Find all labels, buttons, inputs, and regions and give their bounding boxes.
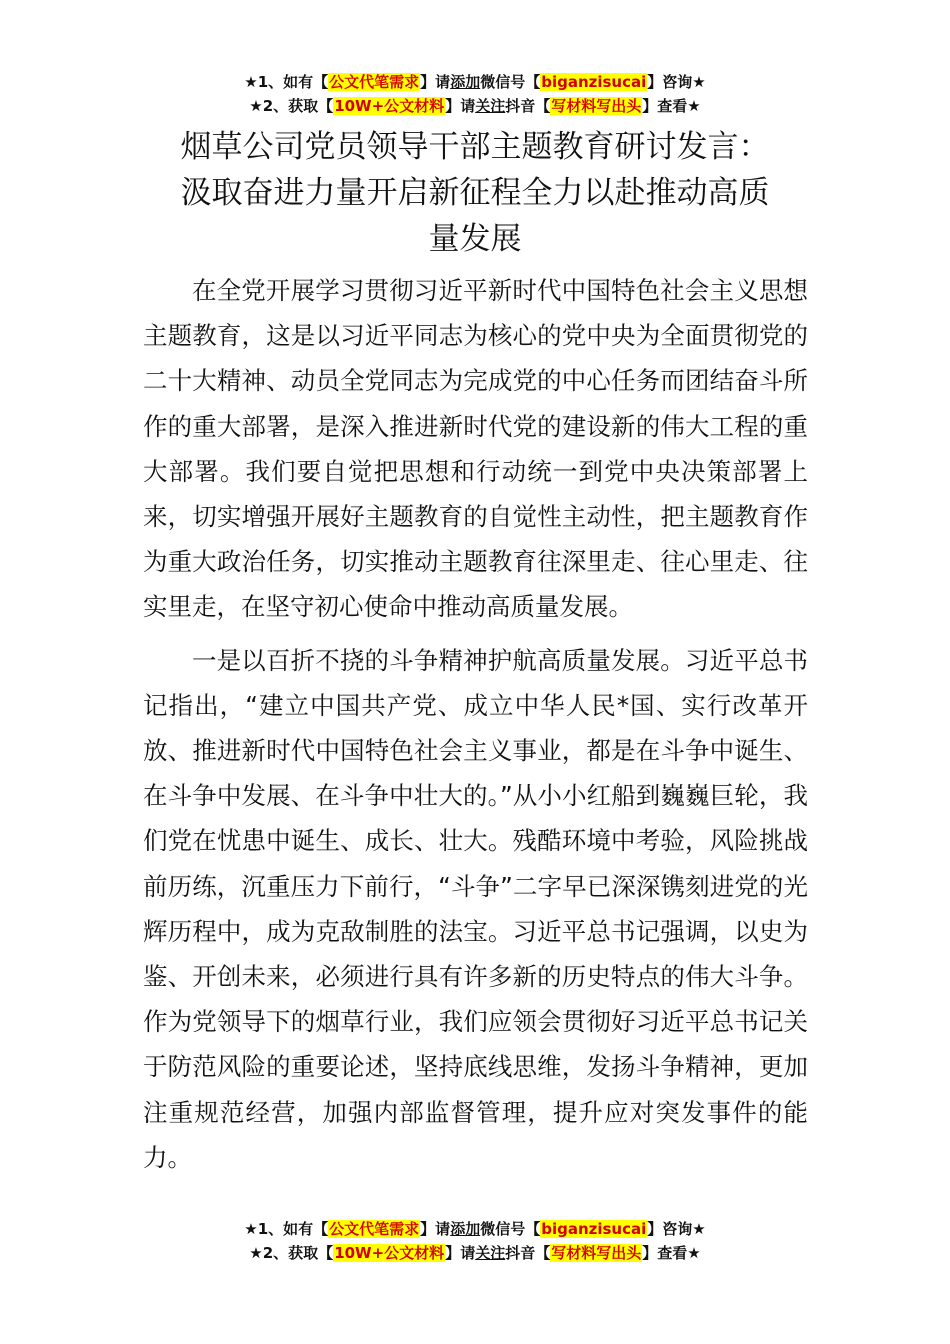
promo-emphasis: 添加 — [450, 1220, 481, 1238]
document-title — [140, 124, 810, 262]
promo-banner-top — [0, 70, 950, 118]
promo-highlight-service: 公文代笔需求 — [329, 1220, 420, 1238]
promo-text: 抖音【 — [505, 1244, 551, 1262]
promo-text: 】请 — [420, 1220, 451, 1238]
promo-text: 】查看★ — [642, 1244, 701, 1262]
promo-highlight-materials: 10W+公文材料 — [334, 1244, 445, 1262]
promo-banner-bottom — [0, 1217, 950, 1265]
body-paragraph-2: 一是以百折不挠的斗争精神护航高质量发展。习近平总书记指出，“建立中国共产党、成立中华人民*国、实行改革开放、推进新时代中国特色社会主义事业，都是在斗争中诞生、在斗争中发展、在斗争中壮大的。”从小小红船到巍巍巨轮，我们党在忧患中诞生、成长、壮大。残酷环境中考验，风险挑战前历练，沉重压力下前行，“斗争”二字早已深深镌刻进党的光辉历程中，成为克敌制胜的法宝。习近平总书记强调，以史为鉴、开创未来，必须进行具有许多新的历史特点的伟大斗争。作为党领导下的烟草行业，我们应领会贯彻好习近平总书记关于防范风险的重要论述，坚持底线思维，发扬斗争精神，更加注重规范经营，加强内部监督管理，提升应对突发事件的能力。 — [143, 645, 808, 1172]
body-paragraph-1: 在全党开展学习贯彻习近平新时代中国特色社会主义思想主题教育，这是以习近平同志为核心的党中央为全面贯彻党的二十大精神、动员全党同志为完成党的中心任务而团结奋斗所作的重大部署，是深入推进新时代党的建设新的伟大工程的重大部署。我们要自觉把思想和行动统一到党中央决策部署上来，切实增强开展好主题教育的自觉性主动性，把主题教育作为重大政治任务，切实推动主题教育往深里走、往心里走、往实里走，在坚守初心使命中推动高质量发展。 — [143, 276, 808, 622]
promo-text: 】请 — [420, 73, 451, 91]
promo-emphasis: 关注 — [475, 97, 506, 115]
promo-highlight-materials: 10W+公文材料 — [334, 97, 445, 115]
promo-line-1 — [0, 70, 950, 94]
promo-text: 】请 — [445, 97, 476, 115]
promo-emphasis: 添加 — [450, 73, 481, 91]
promo-text: 微信号【 — [480, 73, 541, 91]
title-line-1: 烟草公司党员领导干部主题教育研讨发言： — [180, 129, 770, 165]
promo-highlight-douyin-id: 写材料写出头 — [551, 1244, 642, 1262]
promo-text: ★2、获取【 — [249, 1244, 334, 1262]
promo-line-2 — [0, 94, 950, 118]
promo-text: 】咨询★ — [647, 73, 706, 91]
promo-emphasis: 关注 — [475, 1244, 506, 1262]
promo-line-1 — [0, 1217, 950, 1241]
promo-text: ★2、获取【 — [249, 97, 334, 115]
promo-text: 微信号【 — [480, 1220, 541, 1238]
title-line-2: 汲取奋进力量开启新征程全力以赴推动高质 — [180, 175, 770, 211]
promo-line-2 — [0, 1241, 950, 1265]
promo-text: 】查看★ — [642, 97, 701, 115]
document-body — [143, 268, 808, 1180]
promo-text: ★1、如有【 — [244, 73, 329, 91]
promo-text: 】咨询★ — [647, 1220, 706, 1238]
promo-text: 】请 — [445, 1244, 476, 1262]
title-line-3: 量发展 — [428, 221, 522, 257]
promo-highlight-douyin-id: 写材料写出头 — [551, 97, 642, 115]
promo-text: 抖音【 — [505, 97, 551, 115]
promo-highlight-service: 公文代笔需求 — [329, 73, 420, 91]
promo-highlight-wechat-id: biganzisucai — [541, 73, 647, 91]
promo-highlight-wechat-id: biganzisucai — [541, 1220, 647, 1238]
promo-text: ★1、如有【 — [244, 1220, 329, 1238]
